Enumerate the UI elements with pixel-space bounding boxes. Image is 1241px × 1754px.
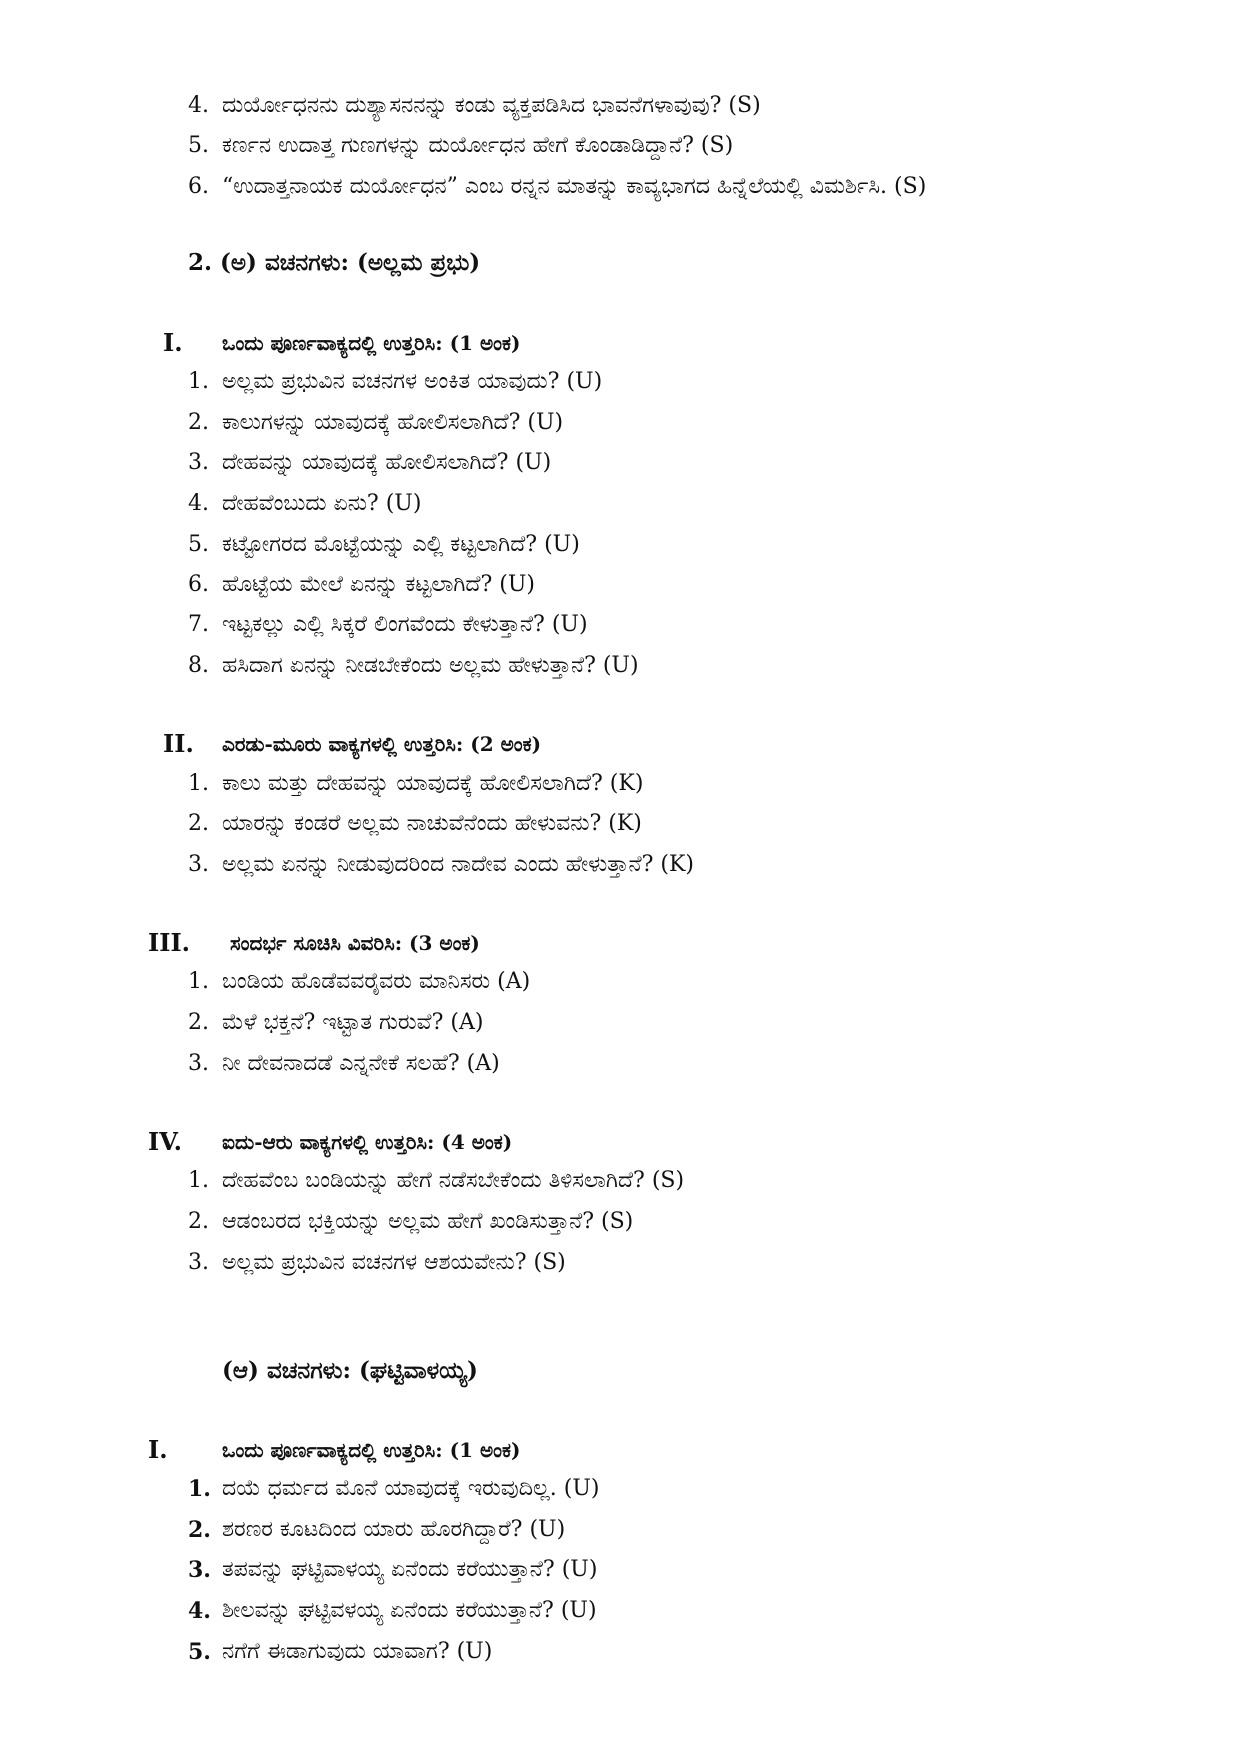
section-title: ಐದು-ಆರು ವಾಕ್ಯಗಳಲ್ಲಿ ಉತ್ತರಿಸಿ: (4 ಅಂಕ) (222, 1130, 513, 1154)
document-page: 4. ದುರ್ಯೋಧನನು ದುಶ್ಯಾಸನನನ್ನು ಕಂಡು ವ್ಯಕ್ತಪಡಿಸಿದ ಭಾವನೆಗಳಾವುವು? (S) 5. ಕರ್ಣನ ಉದಾತ್ತ ಗುಣಗಳನ್ನು ದುರ್ಯೋಧನ ಹೇಗೆ ಕೊಂಡಾಡಿದ್ದಾನೆ? (S) 6. “ಉದಾತ್ತನಾಯಕ ದುರ್ಯೋಧನ” ಎಂಬ ರನ್ನನ ಮಾತನ್ನು ಕಾವ್ಯಭಾಗದ ಹಿನ್ನೆಲೆಯಲ್ಲಿ ವಿಮರ್ಶಿಸಿ. (S) 2. (ಅ) ವಚನಗಳು: (ಅಲ್ಲಮ ಪ್ರಭು) I. ಒಂದು ಪೂರ್ಣವಾಕ್ಯದಲ್ಲಿ ಉತ್ತರಿಸಿ: (1 ಅಂಕ) 1. ಅಲ್ಲಮ ಪ್ರಭುವಿನ ವಚನಗಳ ಅಂಕಿತ ಯಾವುದು? (U) 2. ಕಾಲುಗಳನ್ನು ಯಾವುದಕ್ಕೆ ಹೋಲಿಸಲಾಗಿದೆ? (U) 3. ದೇಹವನ್ನು ಯಾವುದಕ್ಕೆ ಹೋಲಿಸಲಾಗಿದೆ? (U) 4. ದೇಹವೆಂಬುದು ಏನು? (U) 5. ಕಟ್ಟೋಗರದ ಮೊಟ್ಟೆಯನ್ನು ಎಲ್ಲಿ ಕಟ್ಟಲಾಗಿದೆ? (U) 6. ಹೊಟ್ಟೆಯ ಮೇಲೆ ಏನನ್ನು ಕಟ್ಟಲಾಗಿದೆ? (U) 7. ಇಟ್ಟಕಲ್ಲು ಎಲ್ಲಿ ಸಿಕ್ಕರೆ ಲಿಂಗವೆಂದು ಕೇಳುತ್ತಾನೆ? (U) 8. ಹಸಿದಾಗ ಏನನ್ನು ನೀಡಬೇಕೆಂದು ಅಲ್ಲಮ ಹೇಳುತ್ತಾನೆ? (U) II. ಎರಡು-ಮೂರು ವಾಕ್ಯಗಳಲ್ಲಿ ಉತ್ತರಿಸಿ: (2 ಅಂಕ) 1. ಕಾಲು ಮತ್ತು ದೇಹವನ್ನು ಯಾವುದಕ್ಕೆ ಹೋಲಿಸಲಾಗಿದೆ? (K) 2. ಯಾರನ್ನು ಕಂಡರೆ ಅಲ್ಲಮ ನಾಚುವೆನೆಂದು ಹೇಳುವನು? (K) 3. ಅಲ್ಲಮ ಏನನ್ನು ನೀಡುವುದರಿಂದ ನಾದೇವ ಎಂದು ಹೇಳುತ್ತಾನೆ? (K) III. ಸಂದರ್ಭ ಸೂಚಿಸಿ ವಿವರಿಸಿ: (3 ಅಂಕ) 1. ಬಂಡಿಯ ಹೊಡೆವವರೈವರು ಮಾನಿಸರು (A) 2. ಮೆಳೆ ಭಕ್ತನೆ? ಇಟ್ಟಾತ ಗುರುವೆ? (A) 3. ನೀ ದೇವನಾದಡೆ ಎನ್ನನೇಕೆ ಸಲಹೆ? (A) IV. ಐದು-ಆರು ವಾಕ್ಯಗಳಲ್ಲಿ ಉತ್ತರಿಸಿ: (4 ಅಂಕ) 1. ದೇಹವೆಂಬ ಬಂಡಿಯನ್ನು ಹೇಗೆ ನಡೆಸಬೇಕೆಂದು ತಿಳಿಸಲಾಗಿದೆ? (S) 2. ಆಡಂಬರದ ಭಕ್ತಿಯನ್ನು ಅಲ್ಲಮ ಹೇಗೆ ಖಂಡಿಸುತ್ತಾನೆ? (S) 3. ಅಲ್ಲಮ ಪ್ರಭುವಿನ ವಚನಗಳ ಆಶಯವೇನು? (S) (ಆ) ವಚನಗಳು: (ಘಟ್ಟಿವಾಳಯ್ಯ) I. ಒಂದು ಪೂರ್ಣವಾಕ್ಯದಲ್ಲಿ ಉತ್ತರಿಸಿ: (1 ಅಂಕ) 1. ದಯೆ ಧರ್ಮದ ಮೊನೆ ಯಾವುದಕ್ಕೆ ಇರುವುದಿಲ್ಲ. (U) 2. ಶರಣರ ಕೂಟದಿಂದ ಯಾರು ಹೊರಗಿದ್ದಾರೆ? (U) 3. ತಪವನ್ನು ಘಟ್ಟಿವಾಳಯ್ಯ ಏನೆಂದು ಕರೆಯುತ್ತಾನೆ? (U) 4. ಶೀಲವನ್ನು ಘಟ್ಟಿವಳಯ್ಯ ಏನೆಂದು ಕರೆಯುತ್ತಾನೆ? (U) 5. ನಗೆಗೆ ಈಡಾಗುವುದು ಯಾವಾಗ? (U) (148, 93, 927, 1665)
section-number: I. (163, 328, 183, 357)
section-number: II. (163, 729, 194, 758)
chapter-heading: 2. (ಅ) ವಚನಗಳು: (ಅಲ್ಲಮ ಪ್ರಭು) (188, 249, 481, 276)
section-title: ಒಂದು ಪೂರ್ಣವಾಕ್ಯದಲ್ಲಿ ಉತ್ತರಿಸಿ: (1 ಅಂಕ) (222, 331, 521, 355)
section-title: ಎರಡು-ಮೂರು ವಾಕ್ಯಗಳಲ್ಲಿ ಉತ್ತರಿಸಿ: (2 ಅಂಕ) (222, 732, 542, 756)
section-number: III. (148, 928, 191, 957)
section-title: ಒಂದು ಪೂರ್ಣವಾಕ್ಯದಲ್ಲಿ ಉತ್ತರಿಸಿ: (1 ಅಂಕ) (222, 1438, 521, 1462)
section-number: IV. (148, 1127, 183, 1156)
section-title: ಸಂದರ್ಭ ಸೂಚಿಸಿ ವಿವರಿಸಿ: (3 ಅಂಕ) (230, 931, 480, 955)
chapter-heading: (ಆ) ವಚನಗಳು: (ಘಟ್ಟಿವಾಳಯ್ಯ) (222, 1357, 478, 1384)
section-number: I. (148, 1435, 168, 1464)
